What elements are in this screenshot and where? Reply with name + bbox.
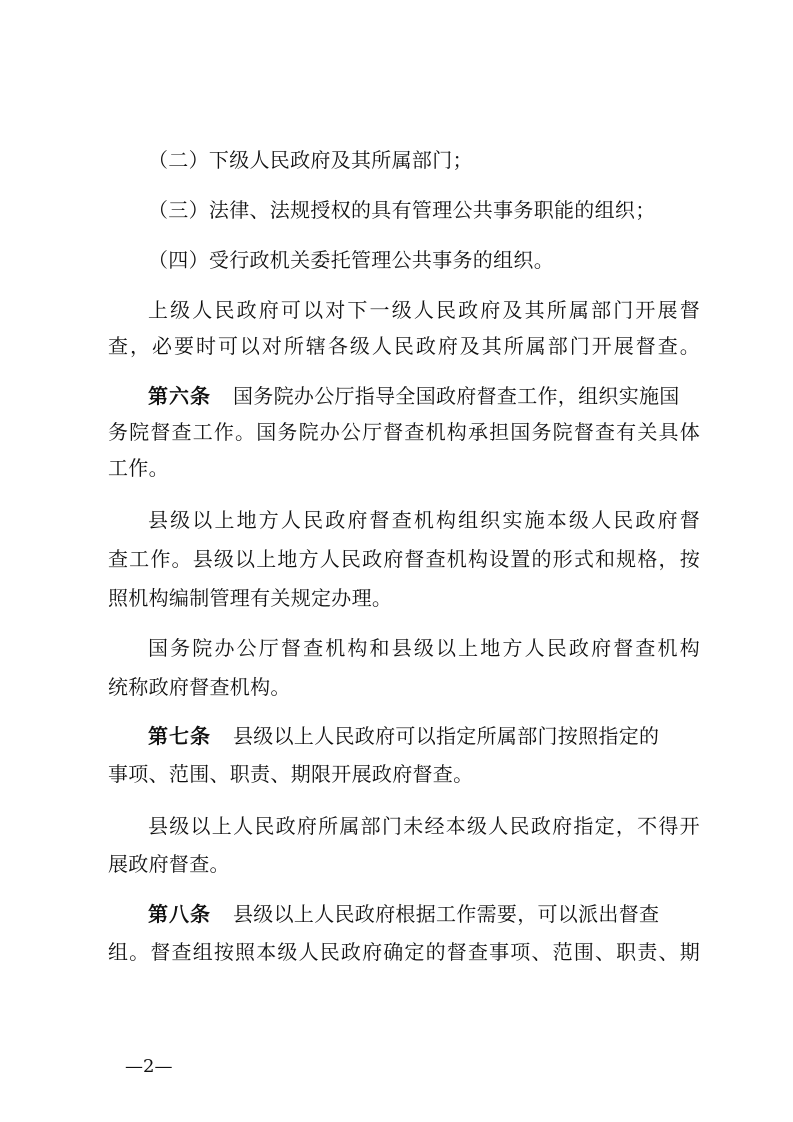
paragraph-line: 务院督查工作。国务院办公厅督查机构承担国务院督查有关具体	[108, 420, 700, 444]
article-7-text: 县级以上人民政府可以指定所属部门按照指定的	[233, 724, 660, 748]
list-item: （二）下级人民政府及其所属部门；	[148, 148, 473, 172]
paragraph-line: 事项、范围、职责、期限开展政府督查。	[108, 762, 474, 786]
paragraph-line: 国务院办公厅督查机构和县级以上地方人民政府督查机构	[148, 636, 700, 660]
article-8-first-line	[148, 900, 700, 928]
article-7-heading: 第七条	[148, 724, 211, 748]
paragraph-line: 统称政府督查机构。	[108, 675, 291, 699]
article-8-text: 县级以上人民政府根据工作需要，可以派出督查	[233, 902, 660, 926]
paragraph-line: 县级以上人民政府所属部门未经本级人民政府指定，不得开	[148, 814, 700, 838]
article-6-first-line	[148, 382, 700, 410]
paragraph-line: 照机构编制管理有关规定办理。	[108, 586, 393, 610]
article-6-text: 国务院办公厅指导全国政府督查工作，组织实施国	[233, 384, 680, 408]
list-item: （四）受行政机关委托管理公共事务的组织。	[148, 248, 554, 272]
paragraph-line: 组。督查组按照本级人民政府确定的督查事项、范围、职责、期	[108, 940, 700, 964]
paragraph-line: 县级以上地方人民政府督查机构组织实施本级人民政府督	[148, 508, 700, 532]
paragraph-line: 工作。	[108, 456, 169, 480]
article-8-heading: 第八条	[148, 902, 211, 926]
paragraph-line: 展政府督查。	[108, 852, 230, 876]
article-6-heading: 第六条	[148, 384, 211, 408]
article-7-first-line	[148, 722, 700, 750]
paragraph-line: 查工作。县级以上地方人民政府督查机构设置的形式和规格，按	[108, 547, 700, 571]
list-item: （三）法律、法规授权的具有管理公共事务职能的组织；	[148, 198, 656, 222]
paragraph-line: 查，必要时可以对所辖各级人民政府及其所属部门开展督查。	[108, 334, 700, 358]
page-number: —2—	[125, 1056, 173, 1077]
paragraph-line: 上级人民政府可以对下一级人民政府及其所属部门开展督	[148, 298, 700, 322]
